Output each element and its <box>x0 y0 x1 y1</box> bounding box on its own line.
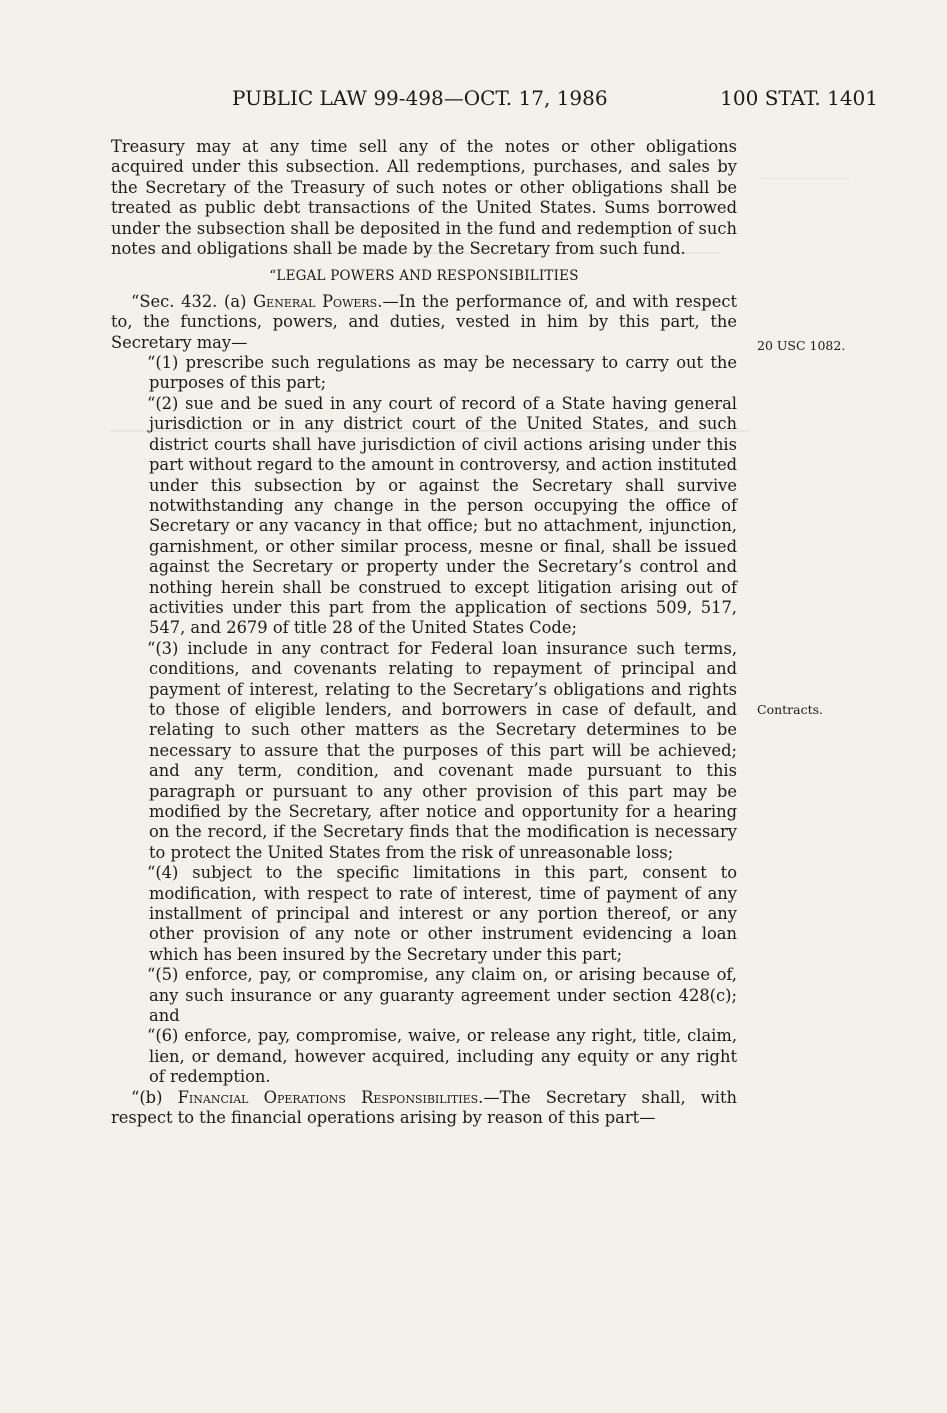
list-item-1: “(1) prescribe such regulations as may be necessary to carry out the purposes of this part; <box>147 353 737 393</box>
section-heading <box>111 266 737 286</box>
section-432-a-title: General Powers. <box>253 291 383 311</box>
section-432-b-title: Financial Operations Responsibilities. <box>177 1087 484 1107</box>
section-432-a-text: —In the performance of, and with respect to, the functions, powers, and duties, vested in him by this part, the Secretary may— <box>111 291 737 352</box>
list-item-2: “(2) sue and be sued in any court of record of a State having general jurisdiction or in any district court of the United States, and such district courts shall have jurisdiction of civil actions arising under this part without regard to the amount in controversy, and action instituted under this subsection by or against the Secretary shall survive notwithstanding any change in the person occupying the office of Secretary or any vacancy in that office; but no attachment, injunction, garnishment, or other similar process, mesne or final, shall be issued against the Secretary or property under the Secretary’s control and nothing herein shall be construed to except litigation arising out of activities under this part from the application of sections 509, 517, 547, and 2679 of title 28 of the United States Code; <box>147 393 737 638</box>
header-page-reference: 100 STAT. 1401 <box>720 86 878 110</box>
list-item-5: “(5) enforce, pay, or compromise, any claim on, or arising because of, any such insurance or any guaranty agreement under section 428(c); and <box>147 965 737 1026</box>
section-432-b <box>111 1088 737 1129</box>
bleed-through-shadow <box>760 178 850 219</box>
header-title: PUBLIC LAW 99-498—OCT. 17, 1986 <box>232 86 608 110</box>
section-432-b-text: —The Secretary shall, with respect to the financial operations arising by reason of this part— <box>111 1087 737 1128</box>
intro-paragraph: Treasury may at any time sell any of the notes or other obligations acquired under this subsection. All redemptions, purchases, and sales by the Secretary of the Treasury of such notes or other obligations shall be treated as public debt transactions of the United States. Sums borrowed under the subsection shall be deposited in the fund and redemption of such notes and obligations shall be made by the Secretary from such fund. <box>111 137 737 259</box>
section-heading-text: “LEGAL POWERS AND RESPONSIBILITIES <box>269 268 579 285</box>
section-432-a <box>111 292 737 353</box>
list-item-4: “(4) subject to the specific limitations in this part, consent to modification, with respect to rate of interest, time of payment of any installment of principal and interest or any portion thereof, or any other provision of any note or other instrument evidencing a loan which has been insured by the Secretary under this part; <box>147 863 737 964</box>
margin-note-contracts: Contracts. <box>757 702 824 717</box>
section-432-b-prefix: “(b) <box>131 1087 178 1107</box>
list-item-3: “(3) include in any contract for Federal loan insurance such terms, conditions, and covenants relating to repayment of principal and payment of interest, relating to the Secretary’s obligations and rights to those of eligible lenders, and borrowers in case of default, and relating to such other matters as the Secretary determines to be necessary to assure that the purposes of this part will be achieved; and any term, condition, and covenant made pursuant to this paragraph or pursuant to any other provision of this part may be modified by the Secretary, after notice and opportunity for a hearing on the record, if the Secretary finds that the modification is necessary to protect the United States from the risk of unreasonable loss; <box>147 638 737 862</box>
margin-note-usc: 20 USC 1082. <box>757 338 846 353</box>
document-body <box>111 137 737 1129</box>
running-header <box>232 86 878 118</box>
section-432-a-prefix: “Sec. 432. (a) <box>131 291 254 311</box>
list-item-6: “(6) enforce, pay, compromise, waive, or release any right, title, claim, lien, or demand, however acquired, including any equity or any right of redemption. <box>147 1026 737 1087</box>
